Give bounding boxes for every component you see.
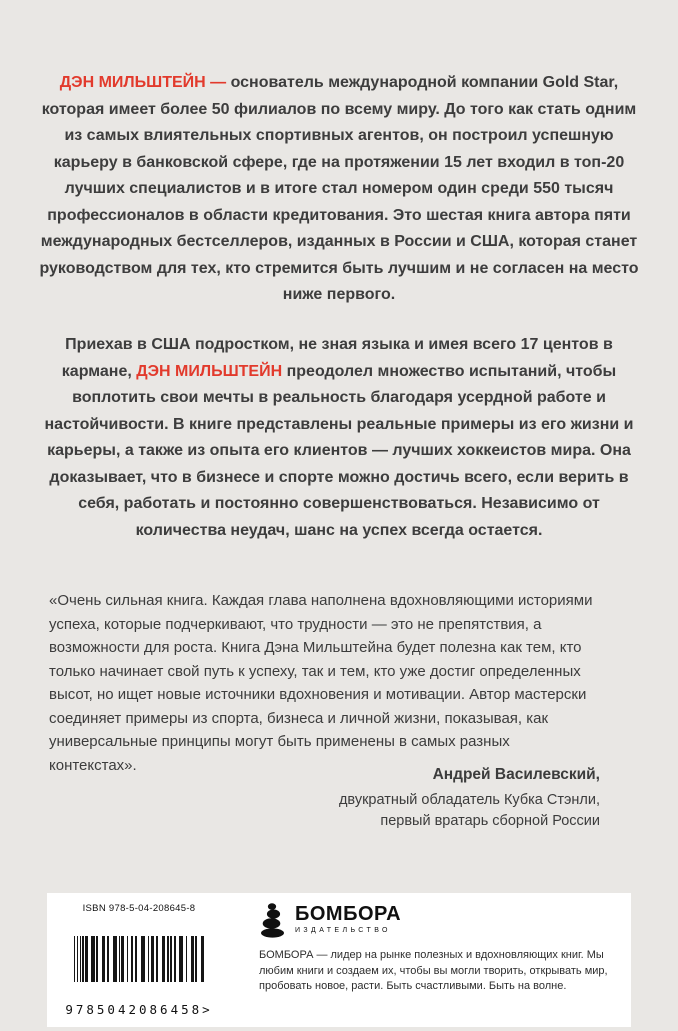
publisher-logo bbox=[259, 903, 617, 938]
second-paragraph bbox=[44, 332, 634, 544]
publisher-subtitle: ИЗДАТЕЛЬСТВО bbox=[295, 927, 391, 934]
intro-paragraph bbox=[38, 70, 640, 309]
publisher-footer bbox=[47, 893, 631, 1027]
barcode-number-row bbox=[65, 1002, 212, 1017]
barcode-number: 9785042086458 bbox=[65, 1002, 203, 1017]
quote-attribution bbox=[339, 764, 600, 832]
barcode-bars bbox=[74, 936, 204, 982]
isbn-barcode-block bbox=[59, 901, 219, 1019]
publisher-description: БОМБОРА — лидер на рынке полезных и вдохновляющих книг. Мы любим книги и создаем их, чтобы вы могли творить, открывать мир, пробовать новое, расти. Быть счастливыми. Быть на волне. bbox=[259, 949, 608, 992]
author-name-highlight: ДЭН МИЛЬШТЕЙН — bbox=[59, 74, 227, 91]
second-text-start: Приехав в США подростком, не зная языка и имея всего 17 центов в кармане, bbox=[61, 336, 613, 380]
reviewer-title-line-2: первый вратарь сборной России bbox=[380, 813, 600, 829]
author-name-highlight-2: ДЭН МИЛЬШТЕЙН bbox=[136, 362, 283, 380]
reviewer-title-line-1: двукратный обладатель Кубка Стэнли, bbox=[338, 792, 600, 808]
isbn-label: ISBN 978-5-04-208645-8 bbox=[82, 903, 196, 914]
barcode-suffix: > bbox=[202, 1002, 213, 1017]
publisher-name: БОМБОРА bbox=[295, 903, 402, 925]
reviewer-name: Андрей Василевский, bbox=[432, 766, 600, 783]
publisher-logo-text bbox=[295, 903, 401, 934]
intro-text: основатель международной компании Gold Star, которая имеет более 50 филиалов по всему миру. До того как стать одним из самых влиятельных спортивных агентов, он построил успешную карьеру в банковской сфере, где на протяжении 15 лет входил в топ-20 лучших специалистов и в итоге стал номером один среди 550 тысяч профессионалов в области кредитования. Это шестая книга автора пяти международных бестселлеров, изданных в России и США, которая станет руководством для тех, кто стремится быть лучшим и не согласен на место ниже первого. bbox=[39, 74, 639, 303]
publisher-block bbox=[219, 901, 617, 1019]
bombora-stones-icon bbox=[259, 903, 286, 938]
review-quote: «Очень сильная книга. Каждая глава наполнена вдохновляющими историями успеха, которые подчеркивают, что трудности — это не препятствия, а возможности для роста. Книга Дэна Мильштейна будет полезна как тем, кто только начинает свой путь к успеху, так и тем, кто уже достиг определенных высот, но ищет новые источники вдохновения и мотивации. Автор мастерски соединяет примеры из спорта, бизнеса и личной жизни, показывая, как универсальные принципы могут быть применены в самых разных контекстах». bbox=[49, 592, 593, 774]
second-text-end: преодолел множество испытаний, чтобы воплотить свои мечты в реальность благодаря усердной работе и настойчивости. В книге представлены реальные примеры из его жизни и карьеры, а также из опыта его клиентов — лучших хоккеистов мира. Она доказывает, что в бизнесе и спорте можно достичь всего, если верить в себя, работать и постоянно совершенствоваться. Независимо от количества неудач, шанс на успех всегда остается. bbox=[44, 362, 634, 539]
